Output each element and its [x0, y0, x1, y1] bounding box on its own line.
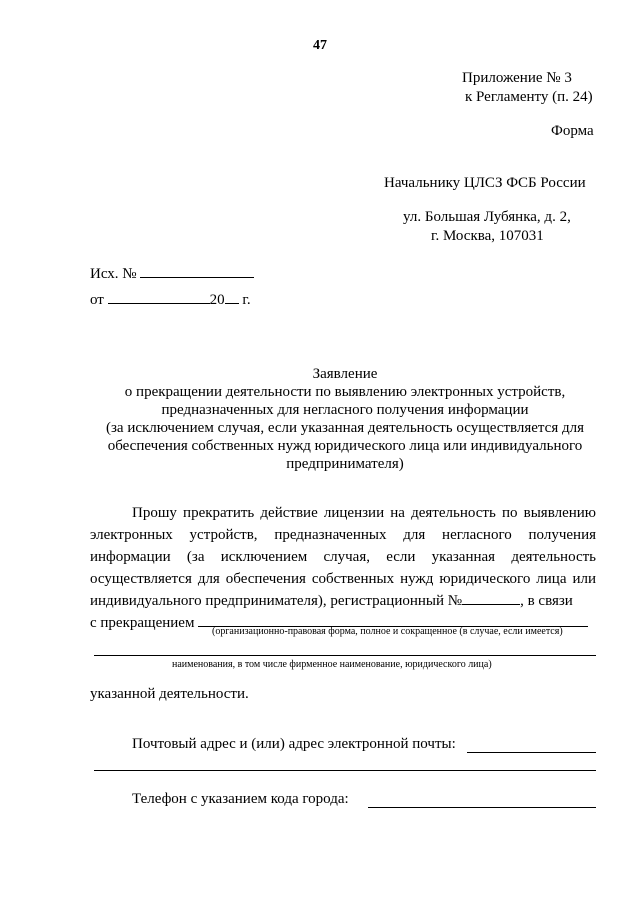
address-label: Почтовый адрес и (или) адрес электронной почты:: [132, 736, 456, 752]
phone-field[interactable]: [368, 807, 596, 808]
organization-name-field-2[interactable]: [94, 655, 596, 656]
date-suffix: г.: [242, 292, 251, 308]
registration-label: индивидуального предпринимателя), регистрационный №: [90, 593, 463, 609]
outgoing-ref-field[interactable]: [140, 263, 254, 278]
body-line: осуществляется для обеспечения собственных нужд юридического лица или: [90, 571, 596, 587]
address-field-2[interactable]: [94, 770, 596, 771]
title-line: обеспечения собственных нужд юридического лица или индивидуального: [107, 438, 583, 454]
body-line: информации (за исключением случая, если указанная деятельность: [90, 549, 596, 565]
page-number: 47: [313, 38, 327, 53]
title-heading: Заявление: [312, 366, 378, 382]
address-city: г. Москва, 107031: [431, 228, 544, 244]
phone-label: Телефон с указанием кода города:: [132, 791, 349, 807]
statement-body: [90, 502, 596, 634]
statement-title: [90, 365, 600, 473]
appendix-label: Приложение № 3: [462, 70, 572, 86]
date-year-field[interactable]: [225, 289, 239, 304]
date-year: 20: [209, 292, 225, 308]
outgoing-date: [90, 289, 251, 309]
regulation-reference: к Регламенту (п. 24): [465, 89, 593, 105]
organization-name-field[interactable]: [198, 612, 588, 627]
date-prefix: от: [90, 292, 104, 308]
closing-text: указанной деятельности.: [90, 686, 249, 702]
outgoing-ref: [90, 263, 254, 283]
outgoing-ref-label: Исх. №: [90, 266, 137, 282]
title-line: предназначенных для негласного получения информации: [161, 402, 529, 418]
address-field[interactable]: [467, 752, 596, 753]
form-label: Форма: [551, 123, 594, 139]
title-line: (за исключением случая, если указанная деятельность осуществляется для: [106, 420, 584, 436]
hint-name: наименования, в том числе фирменное наименование, юридического лица): [172, 659, 492, 670]
date-day-month-field[interactable]: [108, 289, 210, 304]
hint-org-form: (организационно-правовая форма, полное и сокращенное (в случае, если имеется): [212, 626, 563, 637]
body-line: Прошу прекратить действие лицензии на деятельность по выявлению: [132, 505, 596, 521]
recipient: Начальнику ЦЛСЗ ФСБ России: [384, 175, 586, 191]
registration-suffix: , в связи: [520, 593, 573, 609]
title-line: предпринимателя): [286, 456, 404, 472]
registration-number-field[interactable]: [462, 590, 520, 605]
termination-label: с прекращением: [90, 615, 195, 631]
body-line-registration: [90, 590, 596, 612]
body-line: электронных устройств, предназначенных для негласного получения: [90, 527, 596, 543]
title-line: о прекращении деятельности по выявлению электронных устройств,: [124, 384, 566, 400]
address-street: ул. Большая Лубянка, д. 2,: [403, 209, 571, 225]
